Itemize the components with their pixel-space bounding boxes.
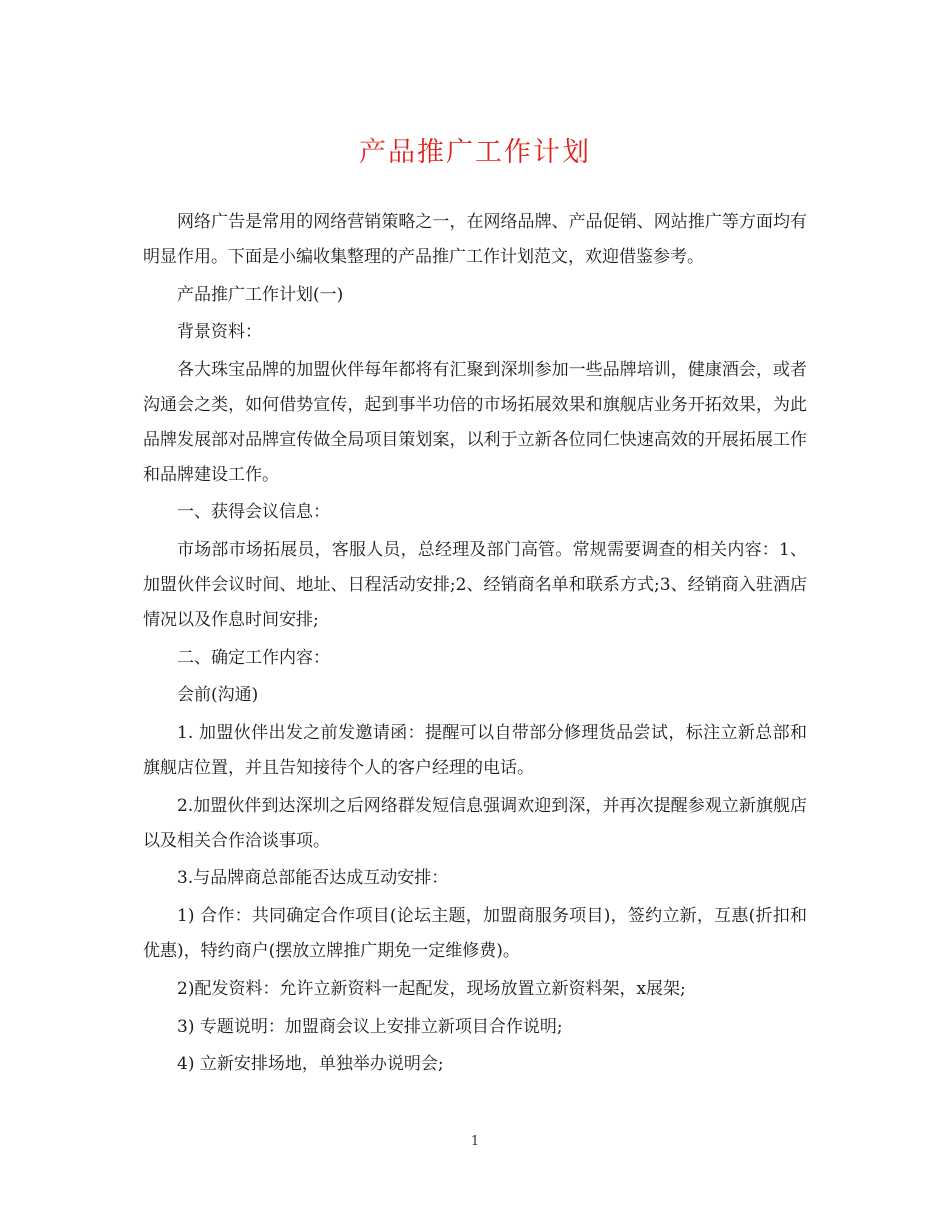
paragraph-meeting-info: 市场部市场拓展员，客服人员，总经理及部门高管。常规需要调查的相关内容：1、加盟伙伴会议时间、地址、日程活动安排;2、经销商名单和联系方式;3、经销商入驻酒店情况以及作息时间安排;: [143, 540, 807, 630]
paragraph-subitem-1: 1) 合作：共同确定合作项目(论坛主题，加盟商服务项目)，签约立新，互惠(折扣和优惠)，特约商户(摆放立牌推广期免一定维修费)。: [143, 906, 807, 961]
paragraph-heading-2: 二、确定工作内容：: [177, 647, 330, 668]
paragraph-intro: 网络广告是常用的网络营销策略之一，在网络品牌、产品促销、网站推广等方面均有明显作用。下面是小编收集整理的产品推广工作计划范文，欢迎借鉴参考。: [143, 212, 807, 267]
page-number: 1: [470, 1134, 480, 1149]
paragraph-subitem-3: 3) 专题说明：加盟商会议上安排立新项目合作说明;: [177, 1016, 563, 1037]
paragraph-item-3: 3.与品牌商总部能否达成互动安排：: [177, 868, 449, 889]
paragraph-section-heading: 产品推广工作计划(一): [177, 284, 344, 305]
paragraph-subitem-2: 2)配发资料：允许立新资料一起配发，现场放置立新资料架，x展架;: [177, 978, 686, 999]
paragraph-item-2: 2.加盟伙伴到达深圳之后网络群发短信息强调欢迎到深，并再次提醒参观立新旗舰店以及相关合作洽谈事项。: [143, 795, 807, 851]
document-title: 产品推广工作计划: [359, 137, 591, 168]
paragraph-pre-meeting: 会前(沟通): [177, 685, 259, 706]
paragraph-background-label: 背景资料：: [177, 322, 262, 343]
paragraph-background-text: 各大珠宝品牌的加盟伙伴每年都将有汇聚到深圳参加一些品牌培训，健康酒会，或者沟通会之类，如何借势宣传，起到事半功倍的市场拓展效果和旗舰店业务开拓效果，为此品牌发展部对品牌宣传做全局项目策划案，以利于立新各位同仁快速高效的开展拓展工作和品牌建设工作。: [143, 360, 807, 485]
paragraph-item-1: 1. 加盟伙伴出发之前发邀请函：提醒可以自带部分修理货品尝试，标注立新总部和旗舰店位置，并且告知接待个人的客户经理的电话。: [143, 723, 807, 778]
document-body: [143, 205, 807, 1085]
paragraph-subitem-4: 4) 立新安排场地，单独举办说明会;: [177, 1054, 444, 1075]
paragraph-heading-1: 一、获得会议信息：: [177, 502, 330, 523]
